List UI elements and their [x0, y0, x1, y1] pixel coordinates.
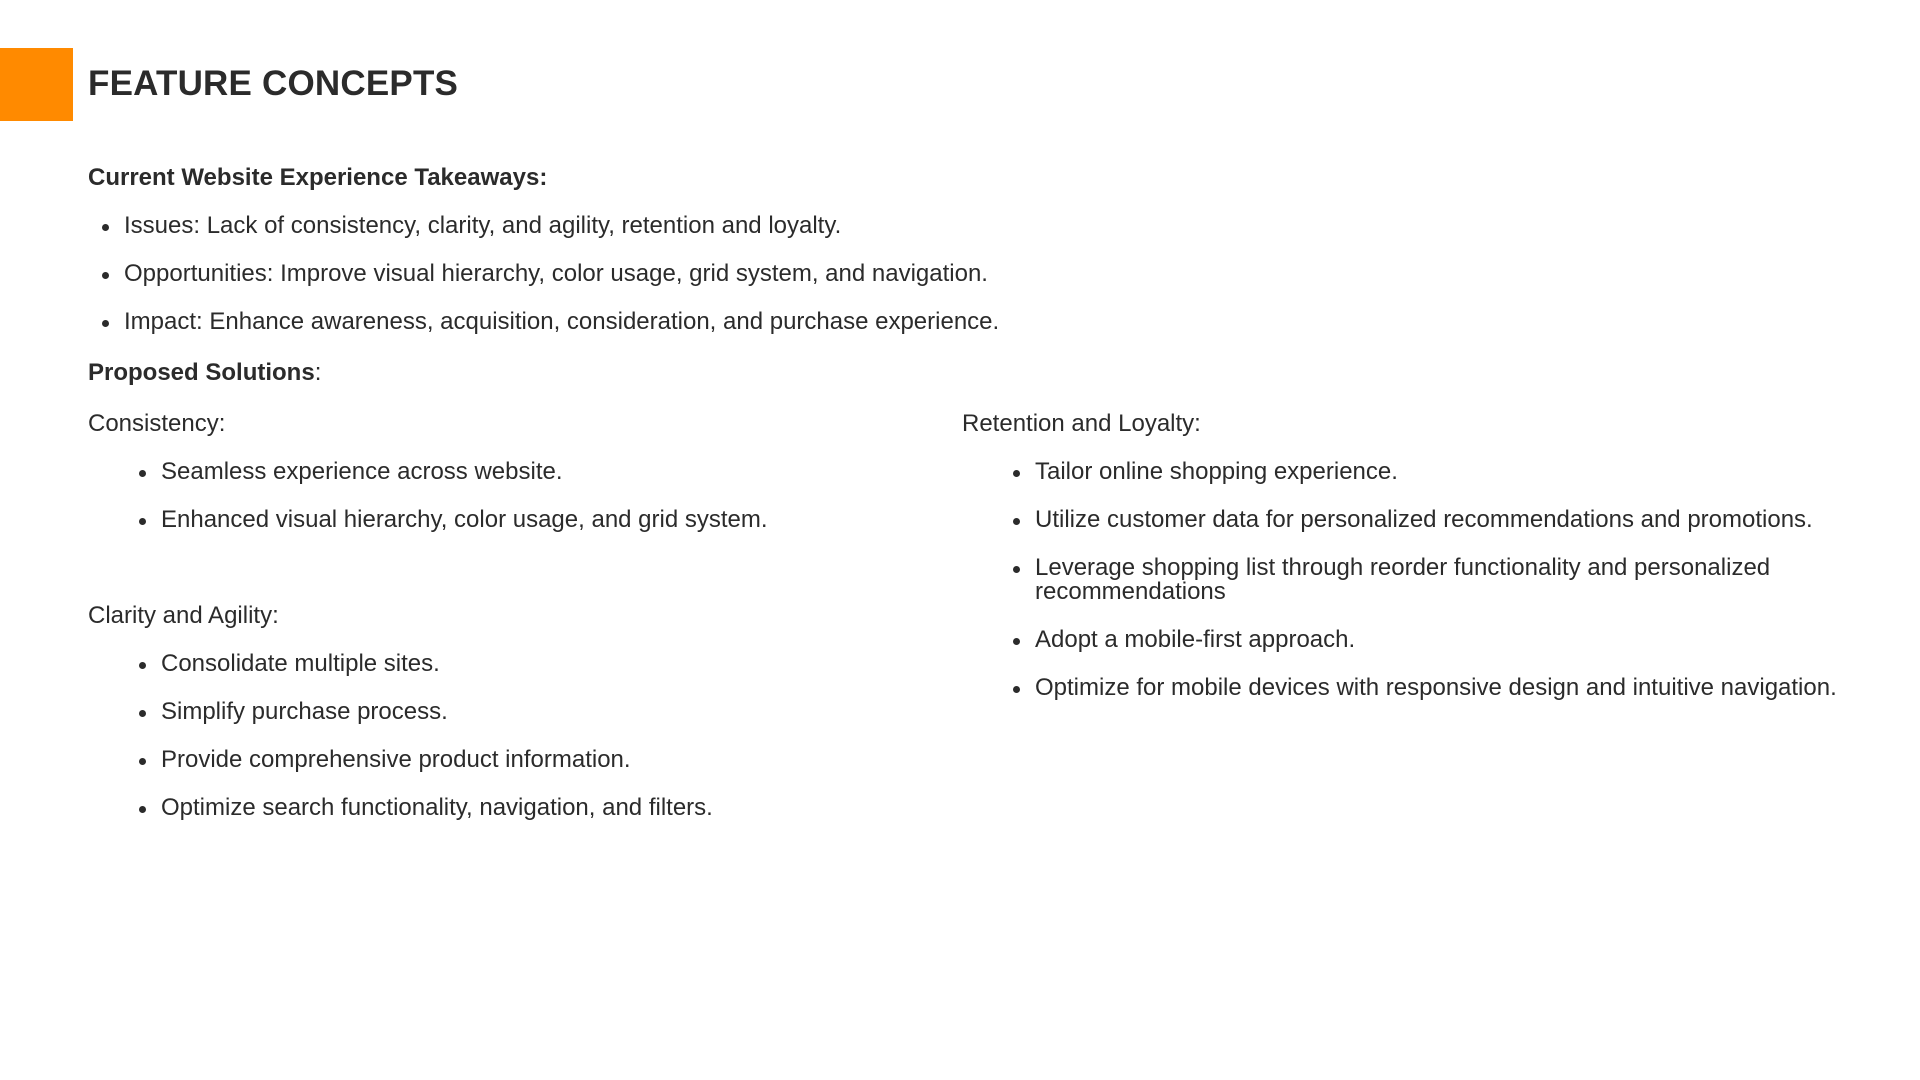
consistency-list [88, 460, 948, 532]
proposed-solutions-label: Proposed Solutions [88, 359, 315, 386]
page-title: FEATURE CONCEPTS [88, 64, 459, 103]
clarity-agility-list [88, 652, 948, 820]
slide-content [88, 166, 1868, 852]
list-item: Simplify purchase process. [125, 700, 948, 724]
solutions-columns [88, 412, 1868, 852]
list-item: Leverage shopping list through reorder functionality and personalized recommendations [999, 556, 1882, 604]
list-item: Consolidate multiple sites. [125, 652, 948, 676]
retention-loyalty-heading: Retention and Loyalty: [962, 410, 1201, 437]
clarity-agility-heading: Clarity and Agility: [88, 602, 279, 629]
list-item: Provide comprehensive product information. [125, 748, 948, 772]
retention-loyalty-list [962, 460, 1882, 700]
list-item: Issues: Lack of consistency, clarity, and agility, retention and loyalty. [88, 214, 1868, 238]
proposed-solutions-heading [88, 361, 1868, 385]
solutions-right-column [962, 412, 1882, 700]
list-item: Tailor online shopping experience. [999, 460, 1882, 484]
heading-colon: : [314, 359, 322, 386]
list-item: Opportunities: Improve visual hierarchy, color usage, grid system, and navigation. [88, 262, 1868, 286]
list-item: Adopt a mobile-first approach. [999, 628, 1882, 652]
list-item: Utilize customer data for personalized recommendations and promotions. [999, 508, 1882, 532]
list-item: Enhanced visual hierarchy, color usage, and grid system. [125, 508, 948, 532]
takeaways-list [88, 214, 1868, 334]
title-accent-block [0, 48, 73, 121]
list-item: Seamless experience across website. [125, 460, 948, 484]
list-item: Optimize search functionality, navigation, and filters. [125, 796, 948, 820]
list-item: Impact: Enhance awareness, acquisition, consideration, and purchase experience. [88, 310, 1868, 334]
list-item: Optimize for mobile devices with responsive design and intuitive navigation. [999, 676, 1882, 700]
solutions-left-column [88, 412, 948, 820]
consistency-heading: Consistency: [88, 410, 226, 437]
takeaways-heading: Current Website Experience Takeaways: [88, 164, 548, 191]
